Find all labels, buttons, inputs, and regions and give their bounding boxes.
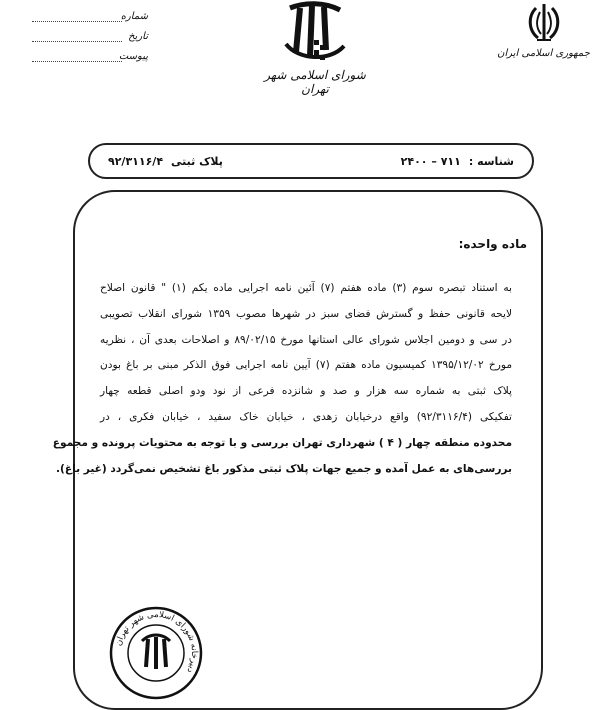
text-line: مورخ ۱۳۹۵/۱۲/۰۲ کمیسیون ماده هفتم (۷) آیین نامه اجرایی فوق الذکر مبنی بر باغ بودن <box>100 359 512 372</box>
text-line-bold: بررسی‌های به عمل آمده و جمیع جهات پلاک ثبتی مذکور باغ تشخیص نمی‌گردد (غیر باغ). <box>56 462 512 475</box>
letter-fields <box>28 6 148 66</box>
text-line: لایحه قانونی حفظ و گسترش فضای سبز در شهرها مصوب ۱۳۵۹ شورای انقلاب تصویبی <box>100 307 512 320</box>
council-header <box>250 0 380 96</box>
text-line: در سی و دومین اجلاس شورای عالی استانها مورخ ۸۹/۰۲/۱۵ و اصلاحات بعدی آن ، نظریه <box>100 333 512 346</box>
text-line: تفکیکی (۹۲/۳۱۱۶/۴) واقع درخیابان زهدی ، خیابان خاک سفید ، خیابان فکری ، در <box>100 410 512 423</box>
seal-text: دبیرخانه شورای اسلامی شهر تهران <box>113 609 200 675</box>
council-name: شورای اسلامی شهر تهران <box>264 68 366 96</box>
field-date <box>28 26 148 46</box>
article-text <box>52 276 513 482</box>
pelak-label: پلاک ثبتی <box>171 154 223 168</box>
article-heading: ماده واحده: <box>458 237 527 251</box>
letter-id-banner <box>88 143 534 179</box>
field-attachment <box>28 46 148 66</box>
shenase-label: شناسه : <box>468 154 514 168</box>
council-logo-icon <box>270 0 360 66</box>
text-line: به استناد تبصره سوم (۳) ماده هفتم (۷) آئین نامه اجرایی ماده یکم (۱) " قانون اصلاح <box>100 282 513 294</box>
shenase-group <box>401 155 514 168</box>
text-line: پلاک ثبتی به شماره سه هزار و صد و شانزده فرعی از نود ودو اصلی قطعه چهار <box>100 385 512 398</box>
pelak-value: ۹۲/۳۱۱۶/۴ <box>108 154 164 168</box>
field-number <box>28 6 148 26</box>
pelak-group <box>108 155 223 168</box>
iran-emblem-icon <box>524 2 564 44</box>
field-label: پیوست <box>118 50 148 62</box>
field-value <box>32 11 122 22</box>
emblem-caption: جمهوری اسلامی ایران <box>497 48 590 59</box>
shenase-value: ۷۱۱ – ۲۴۰۰ <box>400 154 461 168</box>
field-value <box>32 51 122 62</box>
council-seal <box>108 605 204 701</box>
field-label: شماره <box>120 10 148 22</box>
field-label: تاریخ <box>128 30 148 42</box>
emblem-header <box>496 2 591 59</box>
field-value <box>32 31 122 42</box>
text-line-bold: محدوده منطقه چهار ( ۴ ) شهرداری تهران بررسی و با توجه به محتویات پرونده و مجموع <box>52 436 512 449</box>
